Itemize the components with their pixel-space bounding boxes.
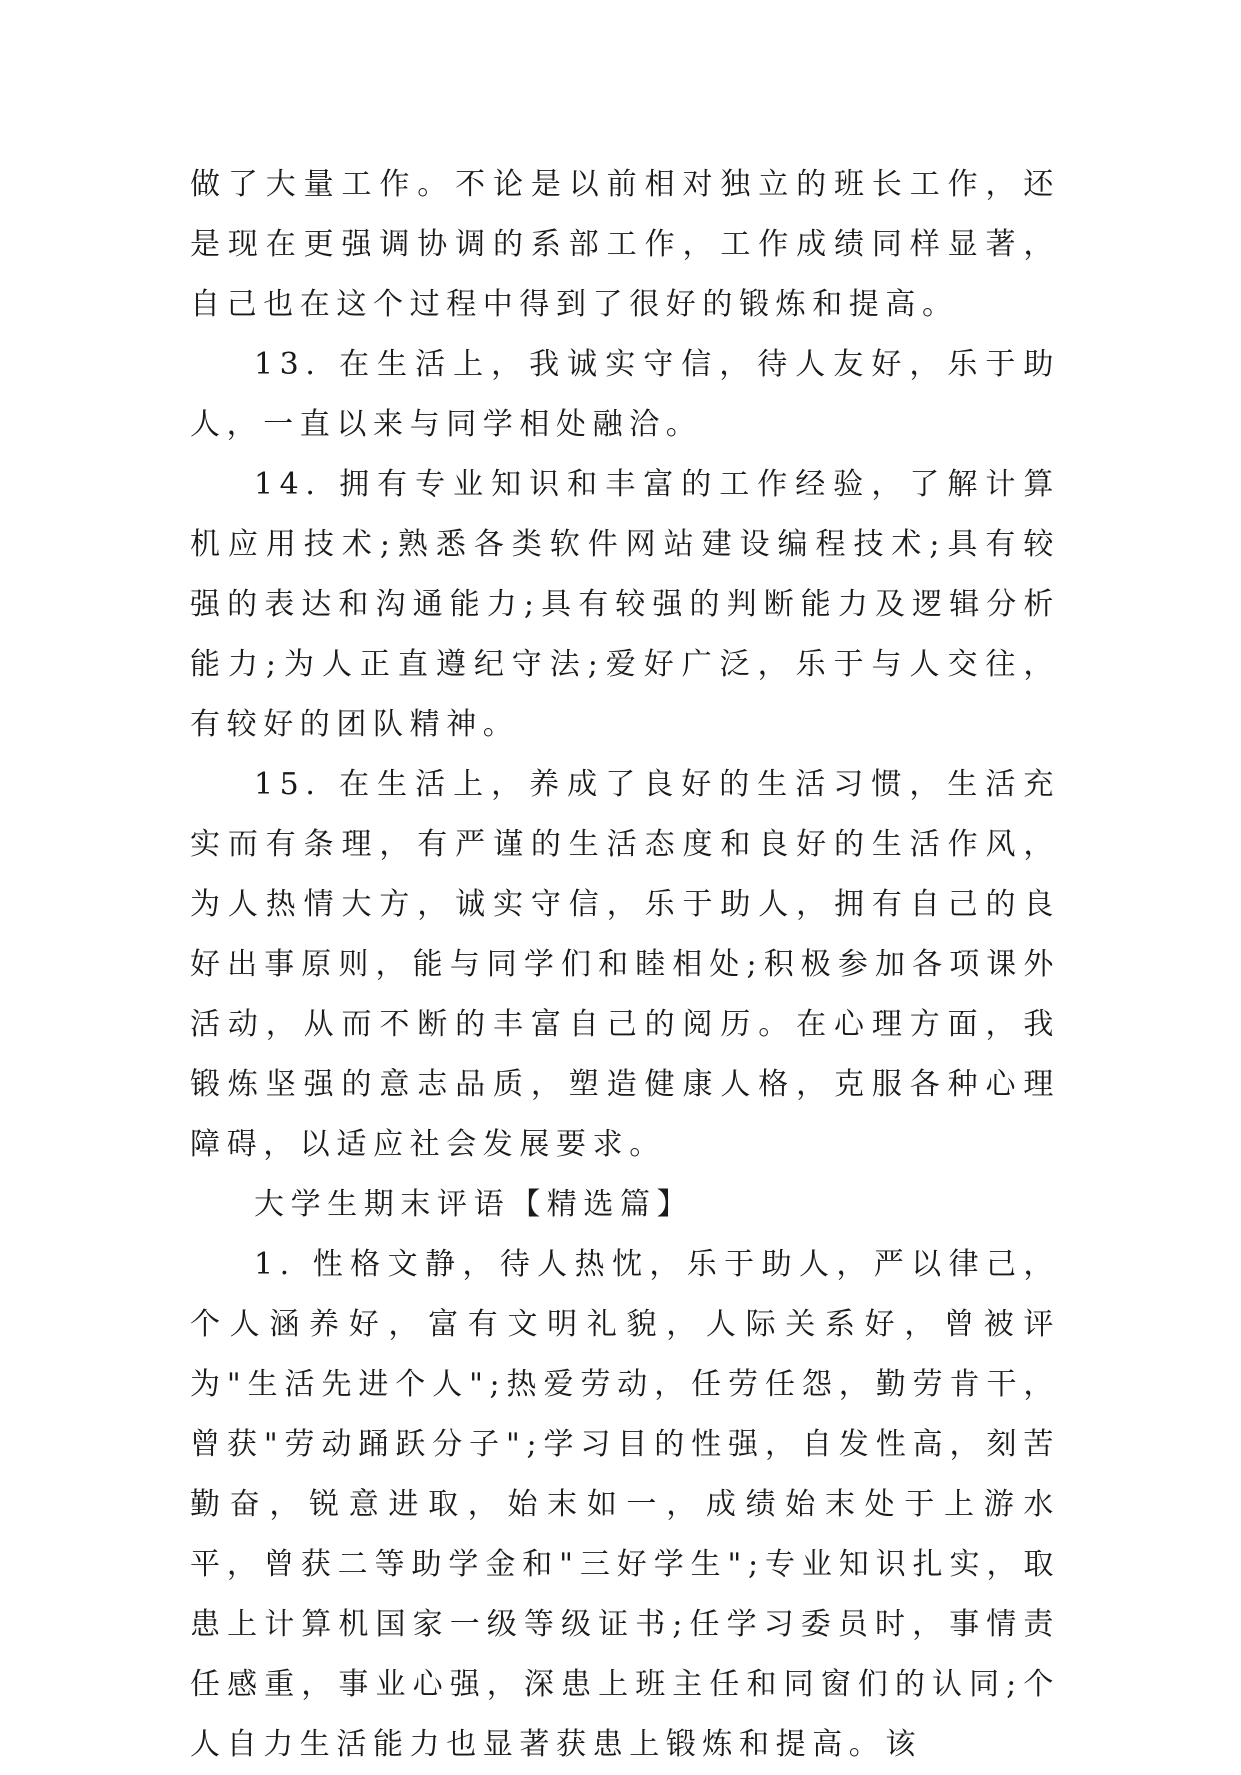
paragraph-item-14: 14. 拥有专业知识和丰富的工作经验，了解计算机应用技术;熟悉各类软件网站建设编程技术;具有较强的表达和沟通能力;具有较强的判断能力及逻辑分析能力;为人正直遵纪守法;爱好广泛，乐于与人交往，有较好的团队精神。 [190,467,1060,742]
paragraph-item-13: 13. 在生活上，我诚实守信，待人友好，乐于助人，一直以来与同学相处融洽。 [190,347,1060,442]
paragraph-item-15: 15. 在生活上，养成了良好的生活习惯，生活充实而有条理，有严谨的生活态度和良好的生活作风，为人热情大方，诚实守信，乐于助人，拥有自己的良好出事原则，能与同学们和睦相处;积极参加各项课外活动，从而不断的丰富自己的阅历。在心理方面，我锻炼坚强的意志品质，塑造健康人格，克服各种心理障碍，以适应社会发展要求。 [190,767,1060,1162]
document-body [190,155,1060,1775]
paragraph-continuation: 做了大量工作。不论是以前相对独立的班长工作，还是现在更强调协调的系部工作，工作成绩同样显著，自己也在这个过程中得到了很好的锻炼和提高。 [190,167,1060,322]
section-heading: 大学生期末评语【精选篇】 [254,1187,694,1222]
paragraph-item-1: 1. 性格文静，待人热忱，乐于助人，严以律己，个人涵养好，富有文明礼貌，人际关系好，曾被评为"生活先进个人";热爱劳动，任劳任怨，勤劳肯干，曾获"劳动踊跃分子";学习目的性强，自发性高，刻苦勤奋，锐意进取，始末如一，成绩始末处于上游水平，曾获二等助学金和"三好学生";专业知识扎实，取患上计算机国家一级等级证书;任学习委员时，事情责任感重，事业心强，深患上班主任和同窗们的认同;个人自力生活能力也显著获患上锻炼和提高。该 [190,1247,1060,1762]
